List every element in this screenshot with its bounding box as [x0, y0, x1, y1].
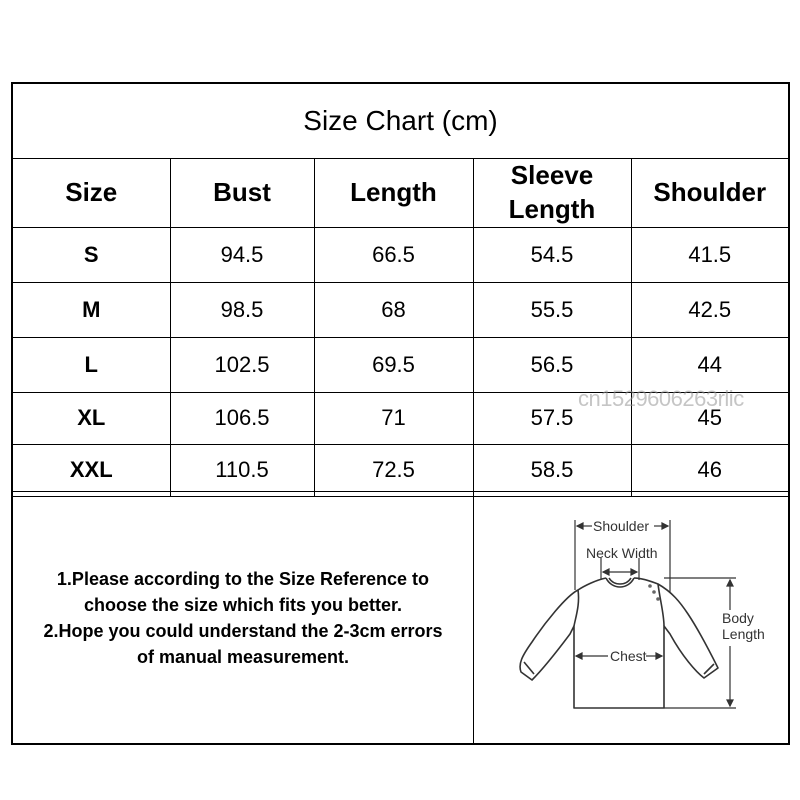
- length-cell: 68: [314, 282, 473, 337]
- length-cell: 69.5: [314, 337, 473, 392]
- sleeve-cell: 57.5: [473, 392, 631, 444]
- table-row: [13, 227, 788, 282]
- body-length-label-line1: Body: [722, 610, 754, 626]
- length-cell: 71: [314, 392, 473, 444]
- note-line: 2.Hope you could understand the 2-3cm errors: [43, 620, 443, 641]
- size-cell: XL: [13, 392, 170, 444]
- sleeve-length-header-text: Sleeve Length: [508, 160, 596, 224]
- bust-cell: 98.5: [170, 282, 314, 337]
- shoulder-cell: 45: [631, 392, 788, 444]
- bust-cell: 102.5: [170, 337, 314, 392]
- size-cell: S: [13, 227, 170, 282]
- size-chart-frame: [11, 82, 790, 745]
- bust-cell: 94.5: [170, 227, 314, 282]
- sleeve-cell: 54.5: [473, 227, 631, 282]
- bust-cell: 110.5: [170, 444, 314, 496]
- size-table: [13, 159, 788, 497]
- column-header-bust: Bust: [170, 159, 314, 227]
- body-length-label-line2: Length: [722, 626, 765, 642]
- column-header-length: Length: [314, 159, 473, 227]
- size-cell: L: [13, 337, 170, 392]
- note-line: 1.Please according to the Size Reference to: [56, 568, 430, 589]
- table-header-row: [13, 159, 788, 227]
- shoulder-cell: 46: [631, 444, 788, 496]
- table-row: [13, 337, 788, 392]
- chest-label: Chest: [610, 648, 647, 664]
- length-cell: 66.5: [314, 227, 473, 282]
- size-cell: M: [13, 282, 170, 337]
- shoulder-cell: 42.5: [631, 282, 788, 337]
- measurement-diagram: [474, 492, 788, 743]
- note-line: choose the size which fits you better.: [83, 594, 403, 615]
- column-header-shoulder: Shoulder: [631, 159, 788, 227]
- table-row: [13, 282, 788, 337]
- bottom-section: [13, 491, 788, 743]
- note-line: of manual measurement.: [136, 646, 350, 667]
- shoulder-cell: 41.5: [631, 227, 788, 282]
- notes-panel: [13, 492, 474, 743]
- watermark-text: cn1529606263rlic: [578, 386, 744, 411]
- shoulder-label: Shoulder: [593, 518, 650, 534]
- column-header-size: Size: [13, 159, 170, 227]
- size-cell: XXL: [13, 444, 170, 496]
- shirt-outline: [520, 578, 718, 708]
- table-row: [13, 444, 788, 496]
- length-cell: 72.5: [314, 444, 473, 496]
- bust-cell: 106.5: [170, 392, 314, 444]
- column-header-sleeve-length: [473, 159, 631, 227]
- sleeve-cell: 58.5: [473, 444, 631, 496]
- sleeve-cell: 55.5: [473, 282, 631, 337]
- sleeve-cell: 56.5: [473, 337, 631, 392]
- shirt-measurement-illustration: [474, 492, 788, 744]
- shoulder-cell: 44: [631, 337, 788, 392]
- chart-title: Size Chart (cm): [13, 84, 788, 159]
- neck-width-label: Neck Width: [586, 545, 658, 561]
